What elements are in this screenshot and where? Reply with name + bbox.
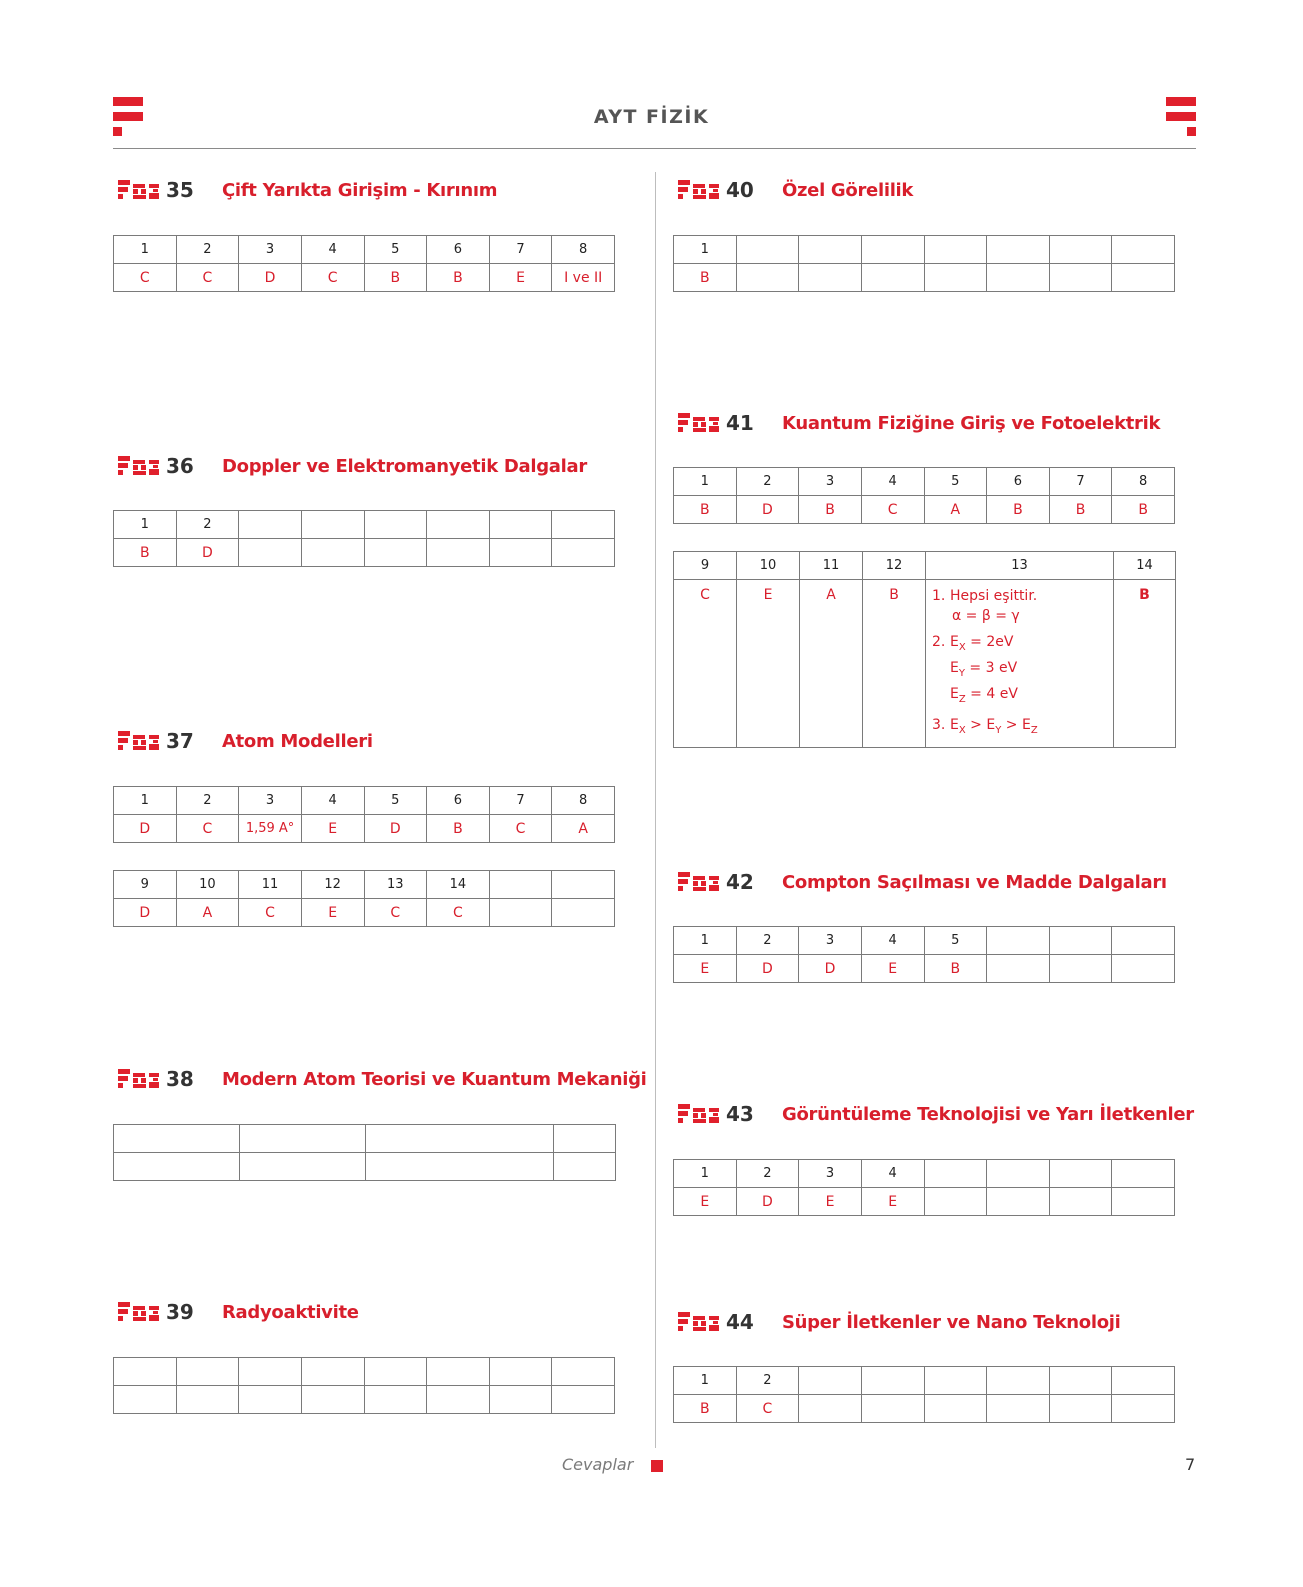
q-number: 14 [427, 871, 490, 899]
answer: E [861, 1188, 924, 1216]
answer-table-36 [113, 510, 615, 567]
answer: B [427, 815, 490, 843]
section-title: Doppler ve Elektromanyetik Dalgalar [222, 455, 587, 477]
answer: C [489, 815, 552, 843]
answer: D [114, 899, 177, 927]
section-heading-36 [118, 451, 587, 481]
answer-table-39 [113, 1357, 615, 1414]
section-heading-39 [118, 1297, 359, 1327]
q-number: 14 [1114, 552, 1176, 580]
q-number: 3 [239, 787, 302, 815]
q-number: 1 [114, 511, 177, 539]
q-number: 13 [926, 552, 1114, 580]
q-number: 6 [427, 236, 490, 264]
answer-table-38 [113, 1124, 616, 1181]
answer: B [427, 264, 490, 292]
answer: D [364, 815, 427, 843]
section-title: Modern Atom Teorisi ve Kuantum Mekaniği [222, 1068, 647, 1090]
answer: B [924, 955, 987, 983]
page-number: 7 [1185, 1455, 1196, 1474]
answer: C [176, 264, 239, 292]
q-number: 1 [674, 468, 737, 496]
answer: C [301, 264, 364, 292]
answer: B [1114, 580, 1176, 748]
section-number: 37 [166, 729, 194, 753]
q-number: 5 [924, 468, 987, 496]
q-number: 13 [364, 871, 427, 899]
section-title: Kuantum Fiziğine Giriş ve Fotoelektrik [782, 412, 1161, 434]
q-number: 2 [736, 1160, 799, 1188]
answer-13-item-1: 1. Hepsi eşittir. α = β = γ [932, 588, 1038, 624]
faz-logo-icon [118, 731, 159, 751]
faz-logo-icon [678, 413, 719, 433]
section-number: 38 [166, 1067, 194, 1091]
answer: I ve II [552, 264, 615, 292]
section-heading-41 [678, 408, 1160, 438]
q-number: 1 [114, 787, 177, 815]
faz-logo-icon [678, 1312, 719, 1332]
answer: A [552, 815, 615, 843]
section-title: Görüntüleme Teknolojisi ve Yarı İletkenler [782, 1103, 1194, 1125]
q-number: 9 [114, 871, 177, 899]
answer: D [114, 815, 177, 843]
section-heading-37 [118, 726, 373, 756]
q-number: 1 [674, 1160, 737, 1188]
q-number: 2 [176, 511, 239, 539]
q-number: 11 [239, 871, 302, 899]
answer: C [176, 815, 239, 843]
q-number: 10 [737, 552, 800, 580]
q-number: 2 [736, 927, 799, 955]
faz-logo-icon [118, 1302, 159, 1322]
answer: B [674, 496, 737, 524]
q-number: 2 [176, 236, 239, 264]
q-number: 12 [301, 871, 364, 899]
faz-logo-icon [118, 456, 159, 476]
answer-13-detail [926, 580, 1114, 748]
answer: B [114, 539, 177, 567]
faz-logo-icon [678, 180, 719, 200]
q-number: 3 [239, 236, 302, 264]
answer-13-item-3: 3. $E_X > E_Y > E_Z$ [932, 717, 1038, 737]
answer-table-37a [113, 786, 615, 843]
q-number: 8 [1112, 468, 1175, 496]
answer: B [364, 264, 427, 292]
section-heading-43 [678, 1099, 1194, 1129]
section-heading-42 [678, 867, 1167, 897]
q-number: 4 [301, 236, 364, 264]
q-number: 1 [674, 1367, 737, 1395]
section-number: 36 [166, 454, 194, 478]
q-number: 2 [176, 787, 239, 815]
section-number: 44 [726, 1310, 754, 1334]
q-number: 3 [799, 927, 862, 955]
answer-table-40 [673, 235, 1175, 292]
answer-table-37b [113, 870, 615, 927]
answer-table-42 [673, 926, 1175, 983]
q-number: 10 [176, 871, 239, 899]
answer: A [800, 580, 863, 748]
header-divider [113, 148, 1196, 149]
answer: B [1049, 496, 1112, 524]
answer-table-43 [673, 1159, 1175, 1216]
answer: E [799, 1188, 862, 1216]
answer: E [737, 580, 800, 748]
faz-logo-icon [118, 180, 159, 200]
answer: 1,59 A° [239, 815, 302, 843]
section-number: 39 [166, 1300, 194, 1324]
section-title: Çift Yarıkta Girişim - Kırınım [222, 179, 498, 201]
answer-table-44 [673, 1366, 1175, 1423]
faz-logo-icon [678, 872, 719, 892]
q-number: 2 [736, 468, 799, 496]
answer: C [861, 496, 924, 524]
footer-label: Cevaplar [562, 1455, 634, 1474]
answer: D [736, 496, 799, 524]
q-number: 8 [552, 787, 615, 815]
answer: C [674, 580, 737, 748]
section-title: Özel Görelilik [782, 179, 914, 201]
q-number: 3 [799, 468, 862, 496]
section-heading-35 [118, 175, 497, 205]
q-number: 1 [114, 236, 177, 264]
answer: A [176, 899, 239, 927]
section-number: 40 [726, 178, 754, 202]
answer: B [1112, 496, 1175, 524]
answer-table-41b [673, 551, 1176, 748]
q-number: 1 [674, 236, 737, 264]
answer: A [924, 496, 987, 524]
answer-13-item-2: 2. $E_X = 2eV$ $E_Y = 3$ eV $E_Z = 4$ eV [932, 634, 1018, 705]
q-number: 8 [552, 236, 615, 264]
q-number: 7 [489, 236, 552, 264]
q-number: 6 [427, 787, 490, 815]
section-number: 35 [166, 178, 194, 202]
q-number: 12 [863, 552, 926, 580]
answer-table-41a [673, 467, 1175, 524]
answer: E [301, 815, 364, 843]
answer: C [364, 899, 427, 927]
section-title: Radyoaktivite [222, 1301, 359, 1323]
answer: B [987, 496, 1050, 524]
page-title: AYT FİZİK [593, 106, 710, 128]
q-number: 5 [364, 236, 427, 264]
answer: C [427, 899, 490, 927]
answer: E [489, 264, 552, 292]
answer: D [736, 1188, 799, 1216]
section-heading-38 [118, 1064, 647, 1094]
answer: E [301, 899, 364, 927]
section-number: 42 [726, 870, 754, 894]
answer: C [736, 1395, 799, 1423]
q-number: 7 [489, 787, 552, 815]
answer: B [799, 496, 862, 524]
faz-logo-icon [678, 1104, 719, 1124]
q-number: 4 [861, 1160, 924, 1188]
section-number: 41 [726, 411, 754, 435]
q-number: 4 [861, 927, 924, 955]
section-heading-40 [678, 175, 913, 205]
q-number: 9 [674, 552, 737, 580]
q-number: 2 [736, 1367, 799, 1395]
q-number: 1 [674, 927, 737, 955]
answer: E [674, 1188, 737, 1216]
q-number: 4 [301, 787, 364, 815]
answer: C [114, 264, 177, 292]
answer: D [799, 955, 862, 983]
section-title: Süper İletkenler ve Nano Teknoloji [782, 1311, 1121, 1333]
answer: C [239, 899, 302, 927]
q-number: 6 [987, 468, 1050, 496]
section-heading-44 [678, 1307, 1121, 1337]
answer: E [674, 955, 737, 983]
answer: E [861, 955, 924, 983]
answer-table-35 [113, 235, 615, 292]
answer: D [239, 264, 302, 292]
faz-logo-icon [118, 1069, 159, 1089]
section-title: Atom Modelleri [222, 730, 373, 752]
footer-square-icon [651, 1460, 663, 1472]
answer: B [863, 580, 926, 748]
q-number: 3 [799, 1160, 862, 1188]
q-number: 4 [861, 468, 924, 496]
answer: D [176, 539, 239, 567]
answer: D [736, 955, 799, 983]
section-number: 43 [726, 1102, 754, 1126]
answer: B [674, 1395, 737, 1423]
q-number: 5 [924, 927, 987, 955]
section-title: Compton Saçılması ve Madde Dalgaları [782, 871, 1167, 893]
answer: B [674, 264, 737, 292]
q-number: 5 [364, 787, 427, 815]
column-divider [655, 172, 656, 1448]
q-number: 7 [1049, 468, 1112, 496]
q-number: 11 [800, 552, 863, 580]
